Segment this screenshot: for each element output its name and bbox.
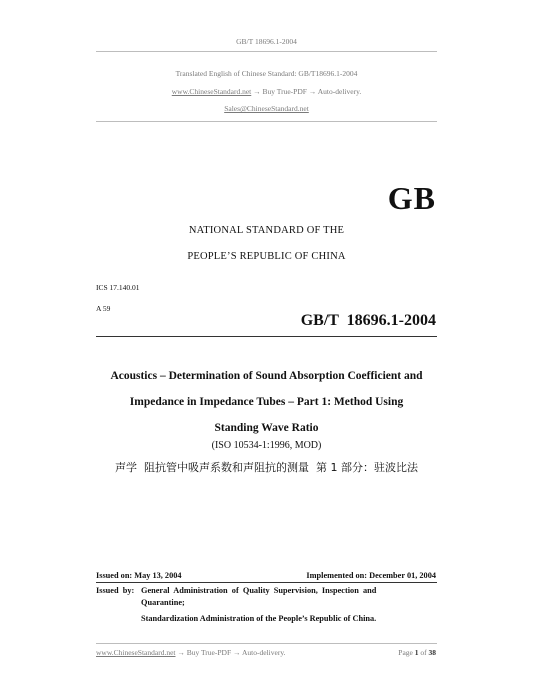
arrow-right-icon: → [233,648,241,657]
translation-notice-text: Translated English of Chinese Standard: GB/T18696.1-2004 [175,69,358,78]
national-standard-line2: PEOPLE’S REPUBLIC OF CHINA [187,251,346,262]
gb-mark: GB [387,180,436,216]
ics-code: ICS 17.140.01 [96,283,140,292]
doc-title-line3: Standing Wave Ratio [214,422,319,434]
email-link[interactable]: Sales@ChineseStandard.net [224,104,309,113]
issued-by-line1: General Administration of Quality Supervision, Inspection and [141,586,377,595]
arrow-right-icon: → [253,87,261,96]
page-label: Page [398,648,413,657]
issue-divider [96,582,437,583]
national-standard-line1: NATIONAL STANDARD OF THE [188,225,345,236]
doc-title-line2: Impedance in Impedance Tubes – Part 1: Method Using [129,396,404,408]
issued-on: Issued on: May 13, 2004 [96,571,182,580]
issued-by-line3: Standardization Administration of the People’s Republic of China. [141,614,377,623]
site-link[interactable]: www.ChineseStandard.net [171,87,252,96]
issued-by-label: Issued by: [96,586,135,595]
email-line [0,104,533,113]
arrow-right-icon: → [177,648,185,657]
chinese-title: 声学 阻抗管中吸声系数和声阻抗的测量 第 1 部分：驻波比法 [115,461,418,474]
standard-number-rule [96,336,437,337]
footer-auto-delivery-text: Auto-delivery. [242,648,286,657]
header-divider [96,51,437,52]
doc-title-line1: Acoustics – Determination of Sound Absorption Coefficient and [110,370,423,382]
buy-pdf-text: Buy True-PDF [262,87,307,96]
running-header [0,37,533,46]
header-doc-code: GB/T 18696.1-2004 [236,37,297,46]
implemented-on: Implemented on: December 01, 2004 [306,571,436,580]
footer-purchase-line [96,648,285,657]
iso-reference: (ISO 10534-1:1996, MOD) [211,440,322,451]
purchase-line [0,87,533,96]
page-indicator [398,648,436,657]
page-total: 38 [428,648,436,657]
translation-notice [0,69,533,78]
class-code: A 59 [96,304,111,313]
footer-site-link[interactable]: www.ChineseStandard.net [96,648,176,657]
arrow-right-icon: → [308,87,317,96]
issued-by-line2: Quarantine; [141,598,185,607]
standard-number: GB/T 18696.1-2004 [300,312,436,329]
notice-divider [96,121,437,122]
footer-buy-pdf-text: Buy True-PDF [186,648,232,657]
page-of: of [420,648,427,657]
auto-delivery-text: Auto-delivery. [317,87,362,96]
page-current: 1 [414,648,419,657]
footer-divider [96,643,437,644]
